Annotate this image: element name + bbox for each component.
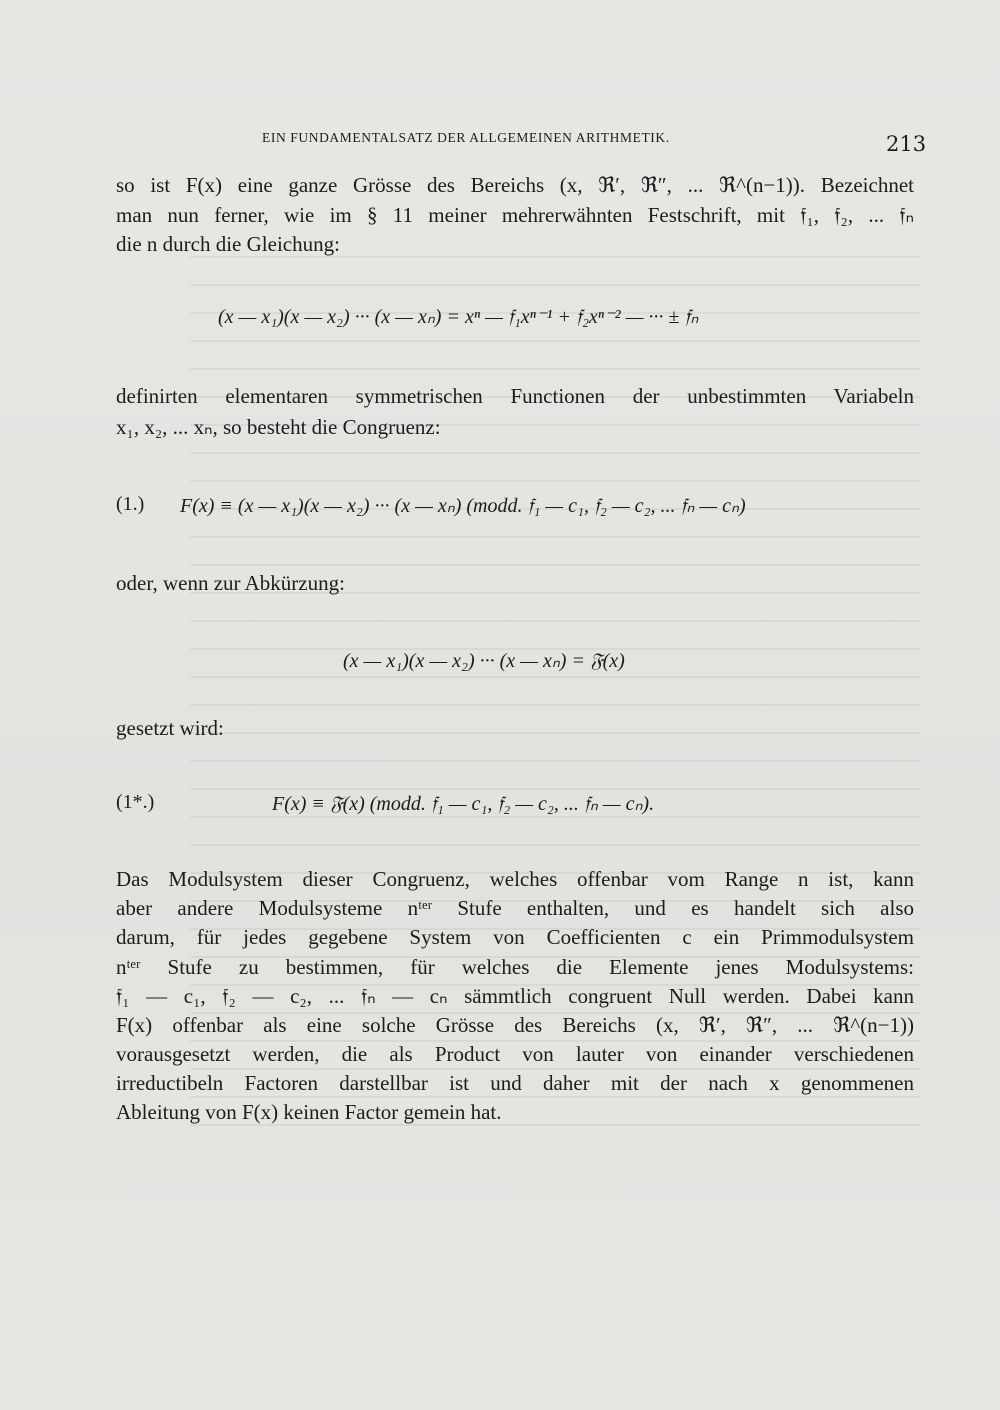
paragraph-2-line-1: definirten elementaren symmetrischen Functionen der unbestimmten Variabeln bbox=[116, 384, 914, 408]
paragraph-3-line-3: darum, für jedes gegebene System von Coefficienten c ein Primmodulsystem bbox=[116, 925, 914, 949]
equation-1-star-label: (1*.) bbox=[116, 791, 155, 813]
paragraph-1-line-1: so ist F(x) eine ganze Grösse des Bereichs (x, ℜ′, ℜ″, ... ℜ^(n−1)). Bezeichnet bbox=[116, 173, 914, 197]
text-oder: oder, wenn zur Abkürzung: bbox=[116, 571, 345, 595]
paragraph-3-line-5: 𝔣₁ — c₁, 𝔣₂ — c₂, ... 𝔣ₙ — cₙ sämmtlich congruent Null werden. Dabei kann bbox=[116, 984, 914, 1008]
paragraph-3-line-2: aber andere Modulsysteme nᵗᵉʳ Stufe enthalten, und es handelt sich also bbox=[116, 896, 914, 920]
equation-1-star: F(x) ≡ 𝔉(x) (modd. 𝔣₁ — c₁, 𝔣₂ — c₂, ... 𝔣ₙ — cₙ). bbox=[272, 793, 655, 815]
equation-1-label: (1.) bbox=[116, 493, 145, 515]
equation-1: F(x) ≡ (x — x₁)(x — x₂) ··· (x — xₙ) (modd. 𝔣₁ — c₁, 𝔣₂ — c₂, ... 𝔣ₙ — cₙ) bbox=[180, 495, 746, 517]
running-title: EIN FUNDAMENTALSATZ DER ALLGEMEINEN ARITHMETIK. bbox=[262, 130, 670, 145]
paragraph-3-line-4: nᵗᵉʳ Stufe zu bestimmen, für welches die Elemente jenes Modulsystems: bbox=[116, 955, 914, 979]
paragraph-3-line-6: F(x) offenbar als eine solche Grösse des Bereichs (x, ℜ′, ℜ″, ... ℜ^(n−1)) bbox=[116, 1013, 914, 1037]
paragraph-3-line-1: Das Modulsystem dieser Congruenz, welches offenbar vom Range n ist, kann bbox=[116, 867, 914, 891]
page-number: 213 bbox=[886, 132, 927, 156]
paragraph-1-line-3: die n durch die Gleichung: bbox=[116, 232, 340, 256]
paragraph-3-line-8: irreductibeln Factoren darstellbar ist und daher mit der nach x genommenen bbox=[116, 1071, 914, 1095]
text-gesetzt: gesetzt wird: bbox=[116, 716, 224, 740]
equation-elementary-functions: (x — x₁)(x — x₂) ··· (x — xₙ) = xⁿ — 𝔣₁xⁿ⁻¹ + 𝔣₂xⁿ⁻² — ··· ± 𝔣ₙ bbox=[218, 306, 699, 328]
paragraph-3-line-9: Ableitung von F(x) keinen Factor gemein hat. bbox=[116, 1100, 502, 1124]
paragraph-3-line-7: vorausgesetzt werden, die als Product von lauter von einander verschiedenen bbox=[116, 1042, 914, 1066]
paragraph-2-line-2: x₁, x₂, ... xₙ, so besteht die Congruenz: bbox=[116, 415, 441, 439]
equation-abbreviation: (x — x₁)(x — x₂) ··· (x — xₙ) = 𝔉(x) bbox=[343, 650, 625, 672]
paragraph-1-line-2: man nun ferner, wie im § 11 meiner mehrerwähnten Festschrift, mit 𝔣₁, 𝔣₂, ... 𝔣ₙ bbox=[116, 203, 914, 227]
